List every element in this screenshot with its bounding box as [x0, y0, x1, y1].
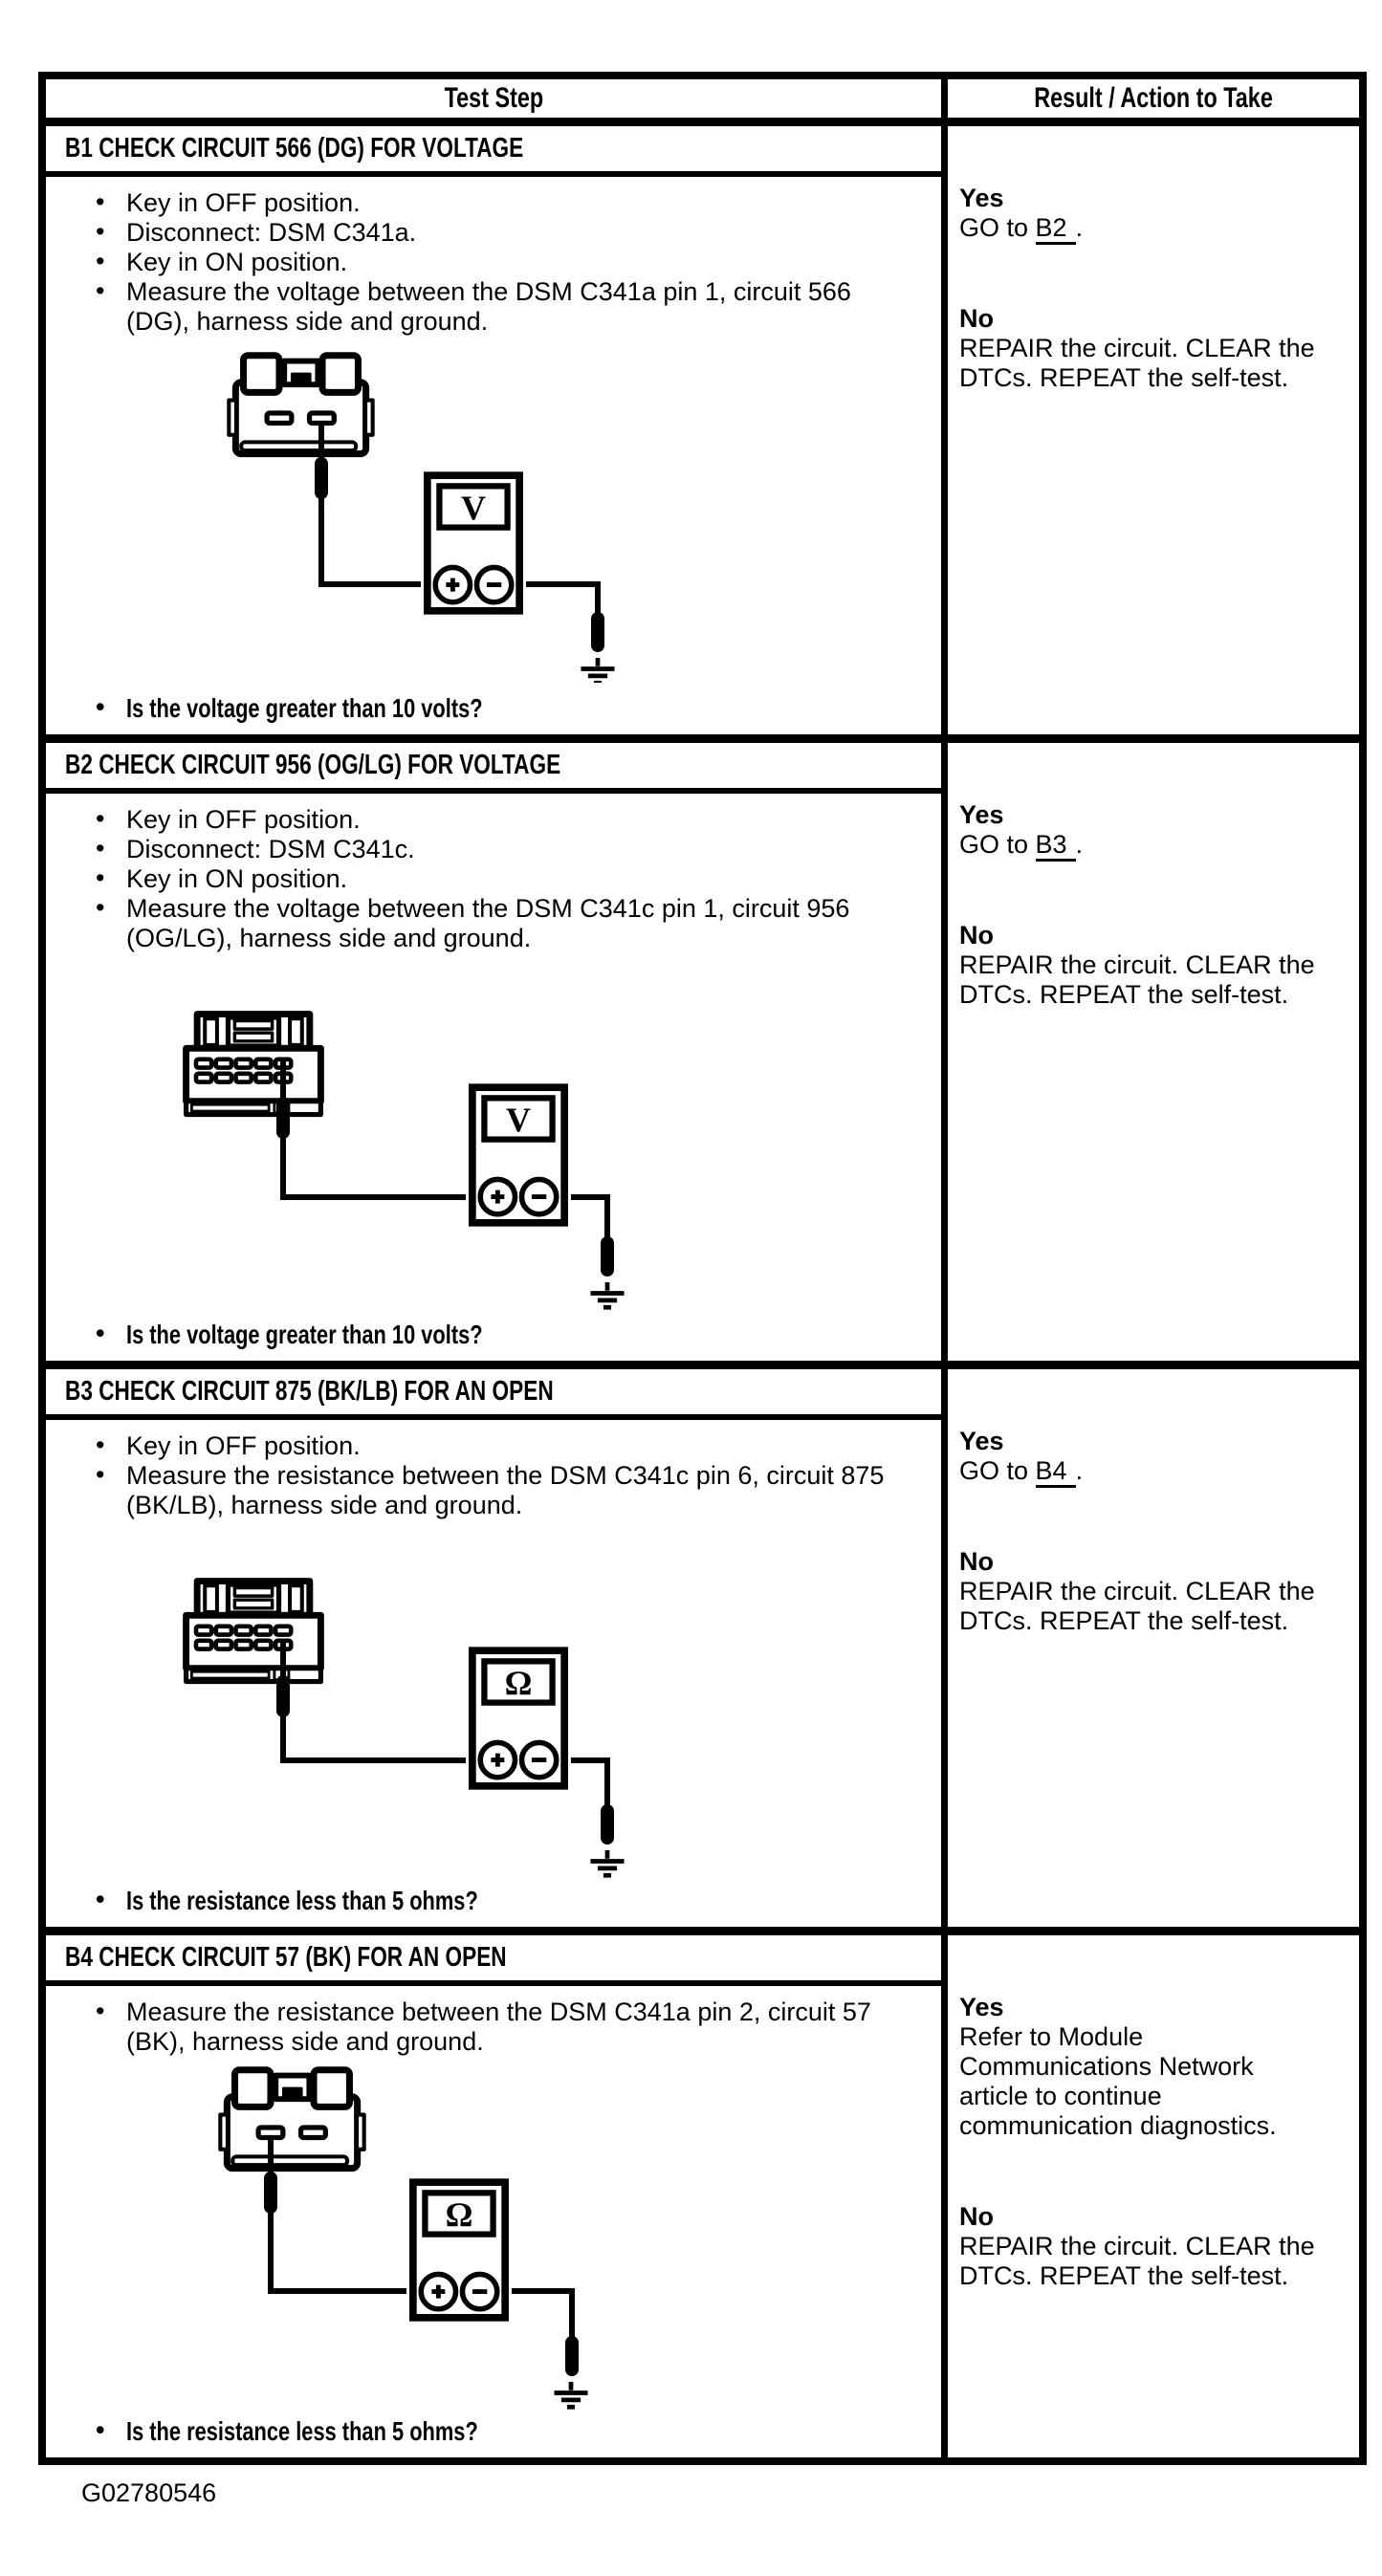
b3-content	[46, 1420, 941, 1927]
bullet-item: • Measure the voltage between the DSM C341c pin 1, circuit 956 (OG/LG), harness side and ground.	[94, 894, 915, 953]
ground-lead-wire	[571, 1197, 607, 1242]
b1-measurement-diagram	[75, 337, 744, 683]
test-step-b3	[46, 1361, 1359, 1927]
connector-icon	[186, 1582, 321, 1682]
header-test-step	[46, 79, 948, 118]
link-b2[interactable]: B2	[1036, 213, 1076, 245]
b4-content	[46, 1986, 941, 2457]
yes-action-prefix: Refer to	[959, 2022, 1059, 2051]
b4-measurement-diagram	[75, 2057, 744, 2412]
b4-title-text: B4 CHECK CIRCUIT 57 (BK) FOR AN OPEN	[65, 1942, 507, 1973]
meter-symbol: Ω	[504, 1664, 533, 1702]
bullet-item: • Measure the resistance between the DSM C341c pin 6, circuit 875 (BK/LB), harness side and ground.	[94, 1461, 915, 1520]
ground-icon	[590, 1282, 624, 1307]
no-label: No	[959, 2202, 994, 2231]
test-step-b4	[46, 1927, 1359, 2457]
b2-test-step-cell	[46, 743, 948, 1361]
bullet-item: • Key in ON position.	[94, 864, 915, 894]
probe-tip	[276, 1675, 290, 1717]
b1-result-cell	[948, 126, 1359, 734]
b2-content	[46, 794, 941, 1361]
yes-label: Yes	[959, 800, 1004, 829]
b2-question	[94, 1320, 583, 1349]
b1-title	[46, 126, 941, 177]
ground-lead-wire	[526, 584, 598, 618]
no-label: No	[959, 1547, 994, 1576]
b1-question-text: Is the voltage greater than 10 volts?	[126, 693, 483, 723]
b4-question	[94, 2416, 578, 2446]
bullet-item: • Key in ON position.	[94, 248, 915, 277]
probe-tip	[565, 2336, 579, 2376]
b3-result-cell	[948, 1369, 1359, 1927]
header-result-action-label: Result / Action to Take	[1034, 82, 1273, 114]
bullet-item: • Measure the resistance between the DSM C341a pin 2, circuit 57 (BK), harness side and ground.	[94, 1997, 915, 2057]
b2-result-cell	[948, 743, 1359, 1361]
bullet-item: • Key in OFF position.	[94, 1431, 915, 1461]
connector-icon	[220, 2070, 363, 2169]
b4-test-step-cell	[46, 1935, 948, 2457]
b1-question	[94, 693, 583, 723]
b3-measurement-diagram	[75, 1520, 744, 1882]
link-module-communications-network[interactable]: Module Communications Network	[959, 2022, 1254, 2081]
yes-action-suffix: .	[1075, 1456, 1084, 1485]
b2-bullet-list	[46, 805, 941, 953]
b2-title	[46, 743, 941, 794]
yes-action-suffix: .	[1075, 213, 1084, 242]
header-test-step-label: Test Step	[444, 82, 543, 114]
probe-tip	[601, 1804, 614, 1845]
no-action: REPAIR the circuit. CLEAR the DTCs. REPEAT the self-test.	[959, 1577, 1315, 1635]
b1-bullet-list	[46, 188, 941, 337]
yes-action	[959, 1456, 1323, 1486]
bullet-item: • Disconnect: DSM C341a.	[94, 218, 915, 248]
b3-test-step-cell	[46, 1369, 948, 1927]
ground-icon	[590, 1850, 624, 1875]
b3-question-text: Is the resistance less than 5 ohms?	[126, 1886, 478, 1915]
yes-action	[959, 213, 1323, 243]
b3-title	[46, 1369, 941, 1420]
link-b3[interactable]: B3	[1036, 830, 1076, 862]
b4-title	[46, 1935, 941, 1986]
b1-title-text: B1 CHECK CIRCUIT 566 (DG) FOR VOLTAGE	[65, 133, 524, 164]
probe-tip	[264, 2172, 277, 2214]
no-label: No	[959, 921, 994, 950]
link-b4[interactable]: B4	[1036, 1456, 1076, 1488]
yes-label: Yes	[959, 1993, 1004, 2021]
b4-result-cell	[948, 1935, 1359, 2457]
header-result-action	[948, 79, 1359, 118]
b3-question	[94, 1886, 578, 1915]
yes-action-prefix: GO to	[959, 1456, 1036, 1485]
b3-title-text: B3 CHECK CIRCUIT 875 (BK/LB) FOR AN OPEN	[65, 1376, 554, 1407]
connector-icon	[229, 356, 372, 454]
meter-symbol: V	[506, 1101, 531, 1139]
yes-action	[959, 2022, 1323, 2141]
test-step-b1	[46, 118, 1359, 734]
yes-action-suffix: article to continue communication diagnostics.	[959, 2082, 1277, 2140]
probe-tip	[601, 1236, 614, 1277]
b2-question-text: Is the voltage greater than 10 volts?	[126, 1320, 483, 1349]
bullet-item: • Measure the voltage between the DSM C341a pin 1, circuit 566 (DG), harness side and ground.	[94, 277, 915, 337]
bullet-item: • Disconnect: DSM C341c.	[94, 835, 915, 864]
no-action: REPAIR the circuit. CLEAR the DTCs. REPEAT the self-test.	[959, 334, 1315, 392]
no-action: REPAIR the circuit. CLEAR the DTCs. REPEAT the self-test.	[959, 2232, 1315, 2290]
meter-symbol: Ω	[445, 2195, 473, 2234]
probe-tip	[591, 612, 604, 652]
b2-measurement-diagram	[75, 953, 744, 1315]
ground-lead-wire	[571, 1760, 607, 1810]
probe-tip	[315, 457, 328, 499]
yes-action-prefix: GO to	[959, 830, 1036, 859]
test-step-b2	[46, 734, 1359, 1361]
yes-action	[959, 830, 1323, 860]
connector-icon	[186, 1015, 321, 1115]
b4-bullet-list	[46, 1997, 941, 2057]
yes-label: Yes	[959, 1427, 1004, 1455]
b3-bullet-list	[46, 1431, 941, 1520]
figure-id: G02780546	[81, 2478, 217, 2507]
probe-tip	[276, 1097, 290, 1139]
b2-title-text: B2 CHECK CIRCUIT 956 (OG/LG) FOR VOLTAGE	[65, 750, 561, 780]
b4-question-text: Is the resistance less than 5 ohms?	[126, 2416, 478, 2446]
yes-action-prefix: GO to	[959, 213, 1036, 242]
b1-content	[46, 177, 941, 734]
no-action: REPAIR the circuit. CLEAR the DTCs. REPEAT the self-test.	[959, 950, 1315, 1009]
b1-test-step-cell	[46, 126, 948, 734]
ground-icon	[581, 658, 614, 683]
pinpoint-test-table	[38, 72, 1367, 2465]
yes-action-suffix: .	[1075, 830, 1084, 859]
ground-lead-wire	[512, 2291, 572, 2342]
no-label: No	[959, 304, 994, 333]
bullet-item: • Key in OFF position.	[94, 805, 915, 835]
yes-label: Yes	[959, 184, 1004, 212]
table-header-row	[46, 79, 1359, 118]
ground-icon	[554, 2382, 587, 2407]
bullet-item: • Key in OFF position.	[94, 188, 915, 218]
meter-symbol: V	[461, 489, 486, 527]
